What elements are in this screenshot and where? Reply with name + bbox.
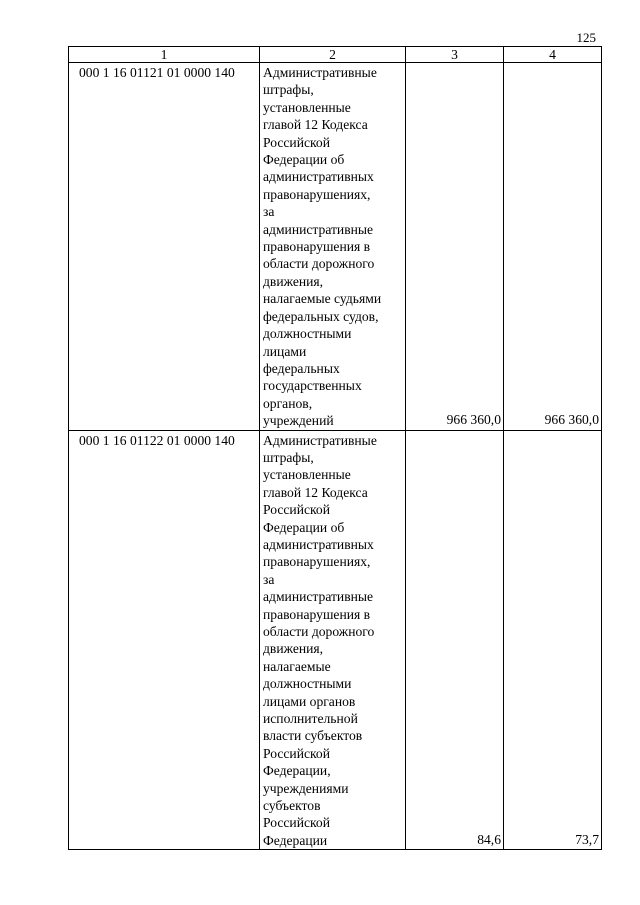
- revenue-name-line: Российской: [263, 134, 330, 150]
- revenue-name-line: области дорожного: [263, 624, 375, 639]
- header-col-4: 4: [504, 47, 602, 63]
- revenue-name-line: Федерации: [263, 832, 328, 848]
- revenue-name-line: учреждений: [263, 413, 334, 429]
- amount-col-4-cell: 966 360,0: [504, 63, 602, 431]
- table-row: [69, 63, 602, 431]
- revenue-name-line: установленные: [263, 99, 351, 115]
- revenue-name-line: установленные: [263, 467, 351, 483]
- revenue-name-line: области дорожного: [263, 256, 375, 272]
- revenue-name-line: налагаемые судьями: [263, 291, 382, 307]
- revenue-name-line: правонарушениях,: [263, 554, 371, 570]
- budget-table: [68, 46, 602, 850]
- revenue-name-cell: [260, 63, 406, 431]
- revenue-name-line: административных: [263, 169, 374, 185]
- revenue-name-line: федеральных: [263, 360, 340, 376]
- revenue-name-line: учреждениями: [263, 780, 349, 796]
- revenue-name-line: лицами органов: [263, 693, 356, 709]
- revenue-name-line: Федерации,: [263, 763, 331, 779]
- page-number: 125: [576, 30, 596, 45]
- revenue-name-line: штрафы,: [263, 449, 314, 465]
- revenue-name-line: государственных: [263, 378, 362, 394]
- revenue-name-line: Российской: [263, 815, 330, 831]
- revenue-name-line: административные: [263, 221, 374, 237]
- revenue-name-line: Административные: [263, 432, 377, 448]
- header-col-3: 3: [406, 47, 504, 63]
- revenue-name-line: субъектов: [263, 798, 321, 814]
- budget-code-cell: 000 1 16 01122 01 0000 140: [69, 430, 260, 850]
- revenue-name-line: должностными: [263, 326, 352, 342]
- revenue-name-line: Российской: [263, 745, 330, 761]
- amount-col-3-cell: 966 360,0: [406, 63, 504, 431]
- revenue-name-line: за: [263, 571, 275, 587]
- revenue-name-line: административные: [263, 589, 374, 605]
- revenue-name-line: главой 12 Кодекса: [263, 117, 368, 133]
- header-col-1: 1: [69, 47, 260, 63]
- revenue-name-line: органов,: [263, 395, 313, 411]
- revenue-name-line: движения,: [263, 273, 324, 289]
- revenue-name-line: лицами: [263, 343, 307, 359]
- revenue-name-line: правонарушения в: [263, 606, 371, 622]
- revenue-name-line: Федерации об: [263, 152, 345, 168]
- revenue-name-line: Российской: [263, 502, 330, 518]
- revenue-name-line: правонарушениях,: [263, 186, 371, 202]
- budget-code-cell: 000 1 16 01121 01 0000 140: [69, 63, 260, 431]
- revenue-name-line: главой 12 Кодекса: [263, 484, 368, 500]
- revenue-name-line: правонарушения в: [263, 239, 371, 255]
- revenue-name-line: Федерации об: [263, 519, 345, 535]
- revenue-name-line: движения,: [263, 641, 324, 657]
- revenue-name-line: административных: [263, 536, 374, 552]
- revenue-name-line: за: [263, 204, 275, 220]
- revenue-name-line: власти субъектов: [263, 728, 363, 744]
- header-col-2: 2: [260, 47, 406, 63]
- amount-col-3-cell: 84,6: [406, 430, 504, 850]
- table-row: [69, 430, 602, 850]
- revenue-name-line: федеральных судов,: [263, 308, 379, 324]
- revenue-name-line: должностными: [263, 676, 352, 692]
- header-row: [69, 47, 602, 63]
- revenue-name-line: исполнительной: [263, 711, 358, 727]
- revenue-name-line: Административные: [263, 65, 377, 80]
- revenue-name-cell: [260, 430, 406, 850]
- amount-col-4-cell: 73,7: [504, 430, 602, 850]
- revenue-name-line: штрафы,: [263, 82, 314, 98]
- revenue-name-line: налагаемые: [263, 658, 331, 674]
